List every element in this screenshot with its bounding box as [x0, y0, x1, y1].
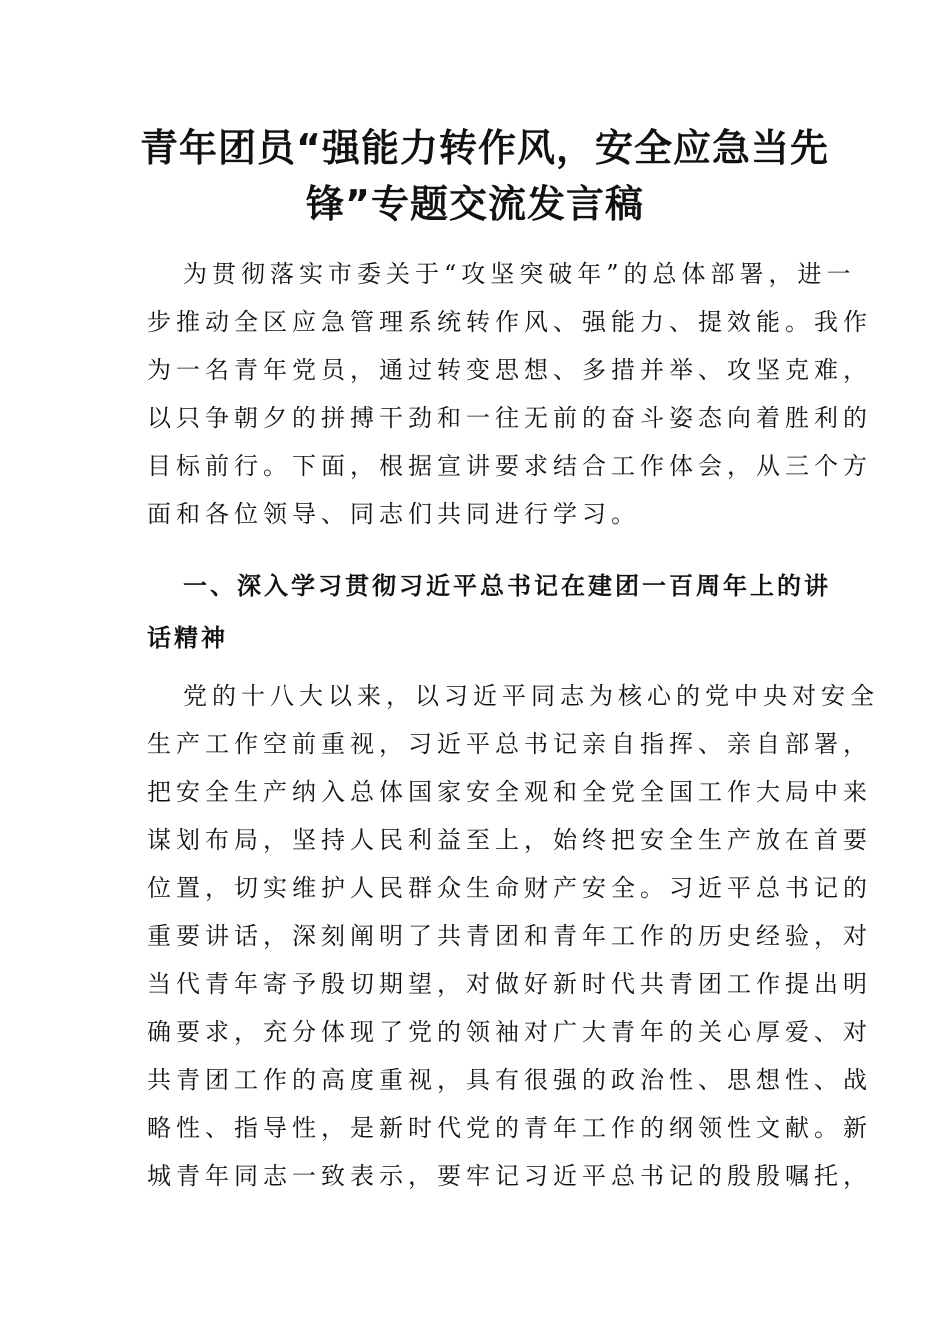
section-paragraph — [147, 672, 879, 1200]
paragraph-line: 以只争朝夕的拼搏干劲和一往无前的奋斗姿态向着胜利的 — [147, 404, 872, 432]
paragraph-line: 当代青年寄予殷切期望，对做好新时代共青团工作提出明 — [147, 970, 872, 998]
paragraph-line: 目标前行。下面，根据宣讲要求结合工作体会，从三个方 — [147, 452, 872, 480]
paragraph-line: 城青年同志一致表示，要牢记习近平总书记的殷殷嘱托， — [147, 1162, 872, 1190]
intro-paragraph — [147, 250, 872, 538]
paragraph-line: 步推动全区应急管理系统转作风、强能力、提效能。我作 — [147, 308, 872, 336]
paragraph-line: 为一名青年党员，通过转变思想、多措并举、攻坚克难， — [147, 356, 872, 384]
paragraph-line: 面和各位领导、同志们共同进行学习。 — [147, 500, 640, 528]
section-heading — [147, 560, 831, 664]
title-line: 锋”专题交流发言稿 — [306, 182, 644, 226]
paragraph-line: 共青团工作的高度重视，具有很强的政治性、思想性、战 — [147, 1066, 872, 1094]
document-title — [140, 120, 829, 232]
paragraph-line: 确要求，充分体现了党的领袖对广大青年的关心厚爱、对 — [147, 1018, 872, 1046]
paragraph-line: 重要讲话，深刻阐明了共青团和青年工作的历史经验，对 — [147, 922, 872, 950]
heading-line: 一、深入学习贯彻习近平总书记在建团一百周年上的讲 — [183, 572, 831, 600]
paragraph-line: 党的十八大以来，以习近平同志为核心的党中央对安全 — [183, 682, 879, 710]
paragraph-line: 谋划布局，坚持人民利益至上，始终把安全生产放在首要 — [147, 826, 872, 854]
paragraph-line: 生产工作空前重视，习近平总书记亲自指挥、亲自部署， — [147, 730, 872, 758]
paragraph-line: 为贯彻落实市委关于“攻坚突破年”的总体部署，进一 — [183, 260, 856, 288]
heading-line: 话精神 — [147, 624, 228, 652]
paragraph-line: 略性、指导性，是新时代党的青年工作的纲领性文献。新 — [147, 1114, 872, 1142]
paragraph-line: 把安全生产纳入总体国家安全观和全党全国工作大局中来 — [147, 778, 872, 806]
title-line: 青年团员“强能力转作风，安全应急当先 — [140, 126, 829, 170]
paragraph-line: 位置，切实维护人民群众生命财产安全。习近平总书记的 — [147, 874, 872, 902]
